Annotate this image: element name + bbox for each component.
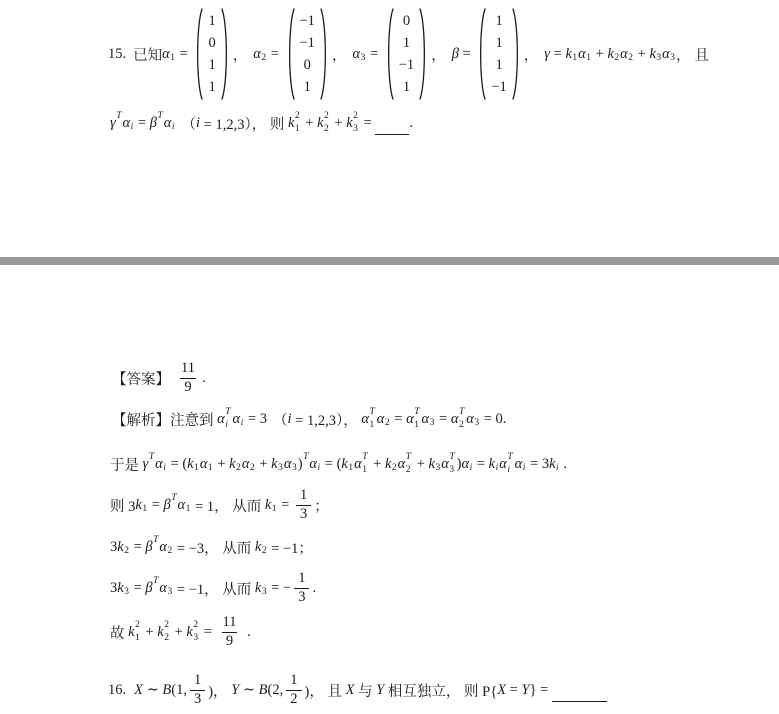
stacked-sup-sub: T i	[225, 407, 231, 430]
subscript: 3	[124, 587, 129, 598]
text-run: = −	[267, 579, 292, 596]
text-run: =	[366, 45, 382, 62]
math-variable: α	[309, 455, 317, 472]
analysis-line1	[112, 404, 506, 434]
math-variable: α	[163, 114, 172, 131]
subscript: 3	[261, 587, 267, 598]
text-run: =	[267, 45, 283, 62]
text-run: 且	[694, 47, 710, 64]
text-run: = −1， 从而	[173, 581, 255, 598]
math-variable: α	[397, 455, 406, 472]
text-run: =	[148, 496, 164, 513]
text-run: =	[390, 410, 407, 427]
math-variable: β	[149, 114, 157, 131]
fraction-denominator: 3	[296, 505, 311, 523]
text-run: +	[170, 623, 187, 640]
text-run: 3	[110, 538, 118, 555]
fraction-denominator: 9	[180, 378, 195, 396]
text-run: +	[369, 455, 385, 472]
math-variable: α	[461, 455, 470, 472]
vector-entry: 1	[303, 79, 311, 95]
math-variable: α	[466, 410, 474, 427]
math-variable: k	[117, 538, 124, 555]
math-variable: α	[253, 45, 261, 62]
fraction	[190, 672, 205, 708]
math-variable: Y	[521, 681, 530, 698]
math-variable: α	[662, 45, 670, 62]
subscript: 3	[429, 418, 435, 429]
text-run: = 1， 从而	[191, 498, 265, 515]
subscript: 2	[167, 546, 173, 557]
math-variable: α	[578, 45, 586, 62]
math-variable: α	[122, 114, 131, 131]
text-run: = 1,2,3）， 则	[200, 116, 288, 133]
text-run: 15.	[108, 45, 127, 62]
text-run: 【解析】注意到	[112, 412, 218, 429]
text-run: =	[176, 45, 192, 62]
left-paren	[194, 8, 203, 100]
math-variable: γ	[544, 45, 551, 62]
math-variable: α	[232, 410, 241, 427]
right-paren	[419, 8, 428, 100]
fraction-denominator: 2	[286, 690, 301, 708]
math-variable: α	[441, 455, 449, 472]
subscript: i	[556, 463, 559, 474]
text-run: =	[134, 114, 150, 131]
vector-entries	[295, 10, 320, 98]
vector-entry: 1	[208, 79, 216, 95]
superscript: T	[116, 111, 122, 122]
subscript: 1	[586, 53, 592, 64]
text-run: 相互独立， 则 P{	[384, 683, 498, 700]
vector-entry: −1	[299, 35, 315, 51]
math-variable: α	[199, 455, 208, 472]
subscript: i	[469, 463, 473, 474]
math-variable: α	[155, 455, 163, 472]
subscript: 1	[207, 463, 213, 474]
math-variable: k	[157, 623, 164, 640]
vector-entry: −1	[398, 57, 415, 73]
subscript: 1	[271, 504, 277, 515]
text-run: （	[181, 116, 197, 133]
problem-15-statement-line1	[108, 6, 709, 102]
vector-entry: −1	[491, 79, 507, 95]
subscript: 2	[384, 418, 390, 429]
text-run: 故	[110, 625, 129, 642]
math-variable: Y	[376, 681, 385, 698]
right-paren	[221, 8, 230, 100]
vector-entry: 1	[208, 13, 216, 29]
math-variable: X	[497, 681, 507, 698]
subscript: 2	[261, 53, 267, 64]
text-run: =	[200, 623, 216, 640]
subscript: 3	[435, 463, 441, 474]
analysis-line6-conclusion	[110, 612, 251, 652]
math-variable: Y	[231, 681, 240, 698]
math-variable: k	[254, 538, 262, 555]
math-variable: γ	[142, 455, 149, 472]
left-paren	[286, 8, 295, 100]
fraction-numerator: 1	[298, 570, 306, 587]
text-run: =	[435, 410, 451, 427]
text-run: +	[413, 455, 429, 472]
math-variable: α	[421, 410, 430, 427]
math-variable: i	[196, 114, 201, 131]
math-variable: k	[254, 579, 262, 596]
text-run: .	[201, 369, 206, 386]
fraction	[286, 672, 301, 708]
vector-entry: 0	[402, 13, 411, 29]
math-variable: α	[406, 410, 414, 427]
text-run: ，	[431, 47, 446, 64]
math-variable: k	[649, 45, 656, 62]
fraction	[177, 360, 199, 396]
vector-entry: 1	[402, 79, 411, 95]
problem-16-statement	[108, 668, 607, 712]
superscript: T	[171, 493, 177, 504]
vector-entry: 1	[402, 35, 411, 51]
stacked-sup-sub: 2 2	[324, 111, 329, 134]
subscript: 1	[348, 463, 354, 474]
fraction	[219, 614, 241, 650]
text-run: =	[506, 681, 522, 698]
text-run: = 1,2,3），	[291, 412, 362, 429]
math-variable: β	[145, 538, 153, 555]
fraction-numerator: 1	[290, 672, 298, 689]
subscript: i	[171, 122, 175, 133]
subscript: 1	[170, 53, 175, 64]
text-run: +	[213, 455, 230, 472]
math-variable: α	[241, 455, 250, 472]
math-variable: α	[514, 455, 523, 472]
fraction-numerator: 1	[193, 672, 202, 689]
text-run: .	[409, 114, 413, 131]
text-run: +	[634, 45, 650, 62]
subscript: i	[163, 463, 166, 474]
text-run: 3	[110, 579, 118, 596]
math-variable: α	[283, 455, 292, 472]
text-run: (2,	[267, 681, 284, 698]
answer-blank	[552, 689, 607, 702]
column-vector	[385, 8, 428, 100]
subscript: 3	[360, 53, 366, 64]
math-variable: α	[162, 45, 170, 62]
text-run: } =	[529, 681, 552, 698]
subscript: 3	[167, 587, 173, 598]
fraction	[296, 487, 311, 523]
math-variable: α	[177, 496, 186, 513]
math-variable: α	[361, 410, 369, 427]
stacked-sup-sub: T 2	[405, 452, 412, 475]
text-run: 已知	[133, 47, 163, 64]
vector-entry: 1	[208, 57, 216, 73]
math-variable: k	[186, 623, 193, 640]
superscript: T	[303, 452, 309, 463]
math-variable: β	[145, 579, 153, 596]
column-vector	[194, 8, 229, 100]
text-run: (1,	[171, 681, 187, 698]
math-variable: k	[565, 45, 572, 62]
text-run: = (	[166, 455, 188, 472]
math-variable: k	[264, 496, 272, 513]
math-variable: k	[317, 114, 324, 131]
stacked-sup-sub: 2 1	[135, 620, 140, 643]
column-vector	[477, 8, 520, 100]
text-run: = 0.	[480, 410, 507, 427]
analysis-line3-k1	[110, 485, 329, 525]
math-variable: k	[341, 455, 348, 472]
fraction-numerator: 11	[181, 360, 195, 377]
vector-entry: 0	[303, 57, 311, 73]
math-variable: α	[159, 579, 168, 596]
text-run: =	[277, 496, 293, 513]
left-paren	[385, 8, 394, 100]
stacked-sup-sub: T i	[507, 452, 513, 475]
math-variable: k	[229, 455, 236, 472]
math-variable: k	[428, 455, 435, 472]
stacked-sup-sub: 2 3	[193, 620, 199, 643]
subscript: 2	[391, 463, 397, 474]
math-variable: i	[287, 410, 292, 427]
superscript: T	[153, 576, 159, 587]
section-divider	[0, 257, 779, 265]
subscript: i	[495, 463, 499, 474]
math-variable: X	[134, 681, 143, 698]
analysis-line5-k3	[110, 568, 316, 608]
math-variable: β	[163, 496, 171, 513]
text-run: .	[559, 455, 567, 472]
subscript: 1	[142, 504, 148, 515]
text-run: )	[456, 455, 462, 472]
answer-blank	[375, 122, 409, 135]
text-run: )， 且	[304, 683, 346, 700]
math-variable: k	[488, 455, 496, 472]
math-variable: α	[159, 538, 168, 555]
math-variable: α	[376, 410, 385, 427]
math-variable: k	[128, 623, 135, 640]
superscript: T	[157, 111, 163, 122]
text-run: =	[129, 579, 146, 596]
math-variable: X	[345, 681, 355, 698]
text-run: （	[273, 412, 288, 429]
stacked-sup-sub: 2 2	[164, 620, 169, 643]
subscript: 1	[572, 53, 578, 64]
vector-entries	[394, 10, 419, 98]
subscript: i	[522, 463, 526, 474]
subscript: 2	[628, 53, 634, 64]
text-run: =	[129, 538, 146, 555]
right-paren	[320, 8, 329, 100]
stacked-sup-sub: T 1	[362, 452, 368, 475]
text-run: ，	[523, 47, 539, 64]
math-variable: k	[607, 45, 614, 62]
text-run: ；	[314, 498, 329, 515]
text-run: )，	[208, 683, 232, 700]
fraction-denominator: 3	[190, 690, 205, 708]
text-run: =	[550, 45, 566, 62]
vector-entries	[203, 10, 220, 98]
text-run: 于是	[110, 457, 143, 474]
text-run: +	[301, 114, 318, 131]
text-run: =	[473, 455, 489, 472]
text-run: 与	[354, 683, 377, 700]
vector-entry: 1	[495, 35, 503, 51]
text-run: ∼	[239, 681, 259, 698]
stacked-sup-sub: T 1	[414, 407, 420, 430]
math-variable: k	[549, 455, 556, 472]
subscript: 1	[185, 504, 191, 515]
subscript: 2	[249, 463, 255, 474]
math-variable: α	[352, 45, 361, 62]
math-variable: γ	[110, 114, 116, 131]
fraction-denominator: 3	[294, 588, 309, 606]
stacked-sup-sub: T 1	[369, 407, 375, 430]
text-run: ∼	[142, 681, 163, 698]
math-variable: k	[187, 455, 194, 472]
subscript: 3	[291, 463, 297, 474]
text-run: )	[297, 455, 303, 472]
subscript: 2	[614, 53, 620, 64]
text-run: 【答案】	[112, 371, 170, 388]
subscript: 2	[236, 463, 241, 474]
stacked-sup-sub: 2 3	[353, 111, 358, 134]
left-paren	[477, 8, 486, 100]
text-run: = −1；	[267, 540, 313, 557]
superscript: T	[148, 452, 155, 463]
stacked-sup-sub: 2 1	[294, 111, 300, 134]
problem-15-statement-line2	[110, 108, 413, 138]
math-variable: β	[451, 45, 459, 62]
text-run: ，	[331, 47, 347, 64]
fraction-numerator: 11	[222, 614, 237, 631]
text-run: = −3， 从而	[173, 540, 255, 557]
text-run: =	[458, 45, 475, 62]
text-run: =	[359, 114, 376, 131]
subscript: i	[317, 463, 321, 474]
vector-entries	[486, 10, 511, 98]
vector-entry: 1	[495, 13, 503, 29]
subscript: i	[240, 418, 244, 429]
text-run: +	[592, 45, 608, 62]
text-run: 16.	[108, 681, 127, 698]
subscript: 3	[278, 463, 283, 474]
text-run: .	[243, 623, 251, 640]
math-variable: B	[258, 681, 268, 698]
subscript: 2	[261, 546, 267, 557]
stacked-sup-sub: T 3	[449, 452, 455, 475]
vector-entry: −1	[299, 13, 315, 29]
text-run: .	[312, 579, 317, 596]
math-variable: α	[620, 45, 628, 62]
math-variable: B	[162, 681, 172, 698]
math-variable: α	[354, 455, 362, 472]
subscript: 1	[194, 463, 199, 474]
analysis-line2	[110, 449, 567, 479]
math-variable: k	[271, 455, 278, 472]
math-variable: α	[217, 410, 225, 427]
subscript: 3	[656, 53, 662, 64]
analysis-line4-k2	[110, 532, 313, 562]
math-variable: k	[135, 496, 142, 513]
math-variable: α	[450, 410, 459, 427]
stacked-sup-sub: T 2	[458, 407, 465, 430]
math-variable: k	[287, 114, 295, 131]
text-run: ，	[676, 47, 691, 64]
column-vector	[286, 8, 329, 100]
math-variable: k	[346, 114, 353, 131]
text-run: ，	[232, 47, 248, 64]
math-variable: k	[117, 579, 124, 596]
superscript: T	[153, 535, 159, 546]
text-run: +	[255, 455, 272, 472]
subscript: 3	[474, 418, 480, 429]
subscript: 2	[124, 546, 129, 557]
vector-entry: 1	[495, 57, 503, 73]
text-run: 则 3	[110, 498, 136, 515]
text-run: = 3	[526, 455, 550, 472]
text-run: +	[141, 623, 158, 640]
math-variable: k	[384, 455, 392, 472]
subscript: i	[130, 122, 134, 133]
right-paren	[512, 8, 521, 100]
answer-line	[112, 358, 206, 398]
subscript: 3	[670, 53, 676, 64]
fraction-denominator: 9	[222, 632, 237, 650]
text-run: = (	[321, 455, 342, 472]
vector-entry: 0	[208, 35, 216, 51]
text-run: = 3	[244, 410, 267, 427]
fraction-numerator: 1	[299, 487, 308, 504]
math-variable: α	[499, 455, 507, 472]
text-run: +	[330, 114, 347, 131]
fraction	[294, 570, 309, 606]
